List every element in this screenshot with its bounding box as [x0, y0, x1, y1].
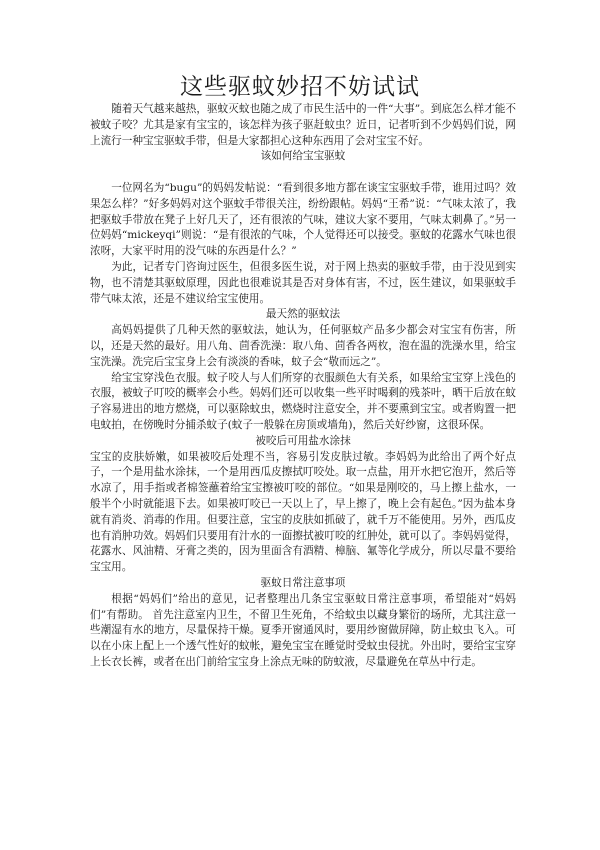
article-title: 这些驱蚊妙招不妨试试 — [180, 74, 420, 100]
intro-paragraph: 随着天气越来越热，驱蚊灭蚊也随之成了市民生活中的一件“大事”。到底怎么样才能不被蚊子咬？尤其是家有宝宝的，该怎样为孩子驱赶蚊虫？近日，记者听到不少妈妈们说，网上流行一种宝宝驱蚊手带，但是大家都担心这种东西用了会对宝宝不好。 — [90, 103, 516, 147]
section-heading-daily-tips: 驱蚊日常注意事项 — [260, 576, 346, 589]
section-4-paragraph-1: 根据“妈妈们”给出的意见，记者整理出几条宝宝驱蚊日常注意事项，希望能对“妈妈们”有帮助。 首先注意室内卫生，不留卫生死角，不给蚊虫以藏身繁衍的场所，尤其注意一些潮湿有水的地方，尽量保持干燥。夏季开窗通风时，要用纱窗做屏障，防止蚊虫飞入。可以在小床上配上一个透气性好的蚊帐，避免宝宝在睡觉时受蚊虫侵扰。外出时，要给宝宝穿上长衣长裤，或者在出门前给宝宝身上涂点无味的防蚊液，尽量避免在草丛中行走。 — [90, 592, 516, 668]
section-2-paragraph-2: 给宝宝穿浅色衣服。蚊子咬人与人们所穿的衣服颜色大有关系，如果给宝宝穿上浅色的衣服，被蚊子叮咬的概率会小些。妈妈们还可以收集一些平时喝剩的残茶叶，晒干后放在蚊子容易进出的地方燃烧，可以驱除蚊虫，燃烧时注意安全，并不要熏到宝宝。或者购置一把电蚊拍，在傍晚时分捕杀蚊子(蚊子一般躲在房顶或墙角)，然后关好纱窗，这很环保。 — [90, 371, 516, 431]
section-3-paragraph-1: 宝宝的皮肤娇嫩，如果被咬后处理不当，容易引发皮肤过敏。李妈妈为此给出了两个好点子，一个是用盐水涂抹，一个是用西瓜皮擦拭叮咬处。取一点盐，用开水把它泡开，然后等水凉了，用手指或者棉签蘸着给宝宝擦被叮咬的部位。“如果是刚咬的，马上擦上盐水，一般半个小时就能退下去。如果被叮咬已一天以上了，早上擦了，晚上会有起色。”因为盐本身就有消炎、消毒的作用。但要注意，宝宝的皮肤如抓破了，就千万不能使用。另外，西瓜皮也有消肿功效。妈妈们只要用有汁水的一面擦拭被叮咬的红肿处，就可以了。李妈妈觉得，花露水、风油精、牙膏之类的，因为里面含有酒精、樟脑、氟等化学成分，所以尽量不要给宝宝用。 — [90, 450, 516, 574]
section-heading-salt-water: 被咬后可用盐水涂抹 — [255, 434, 351, 447]
article-body — [90, 102, 516, 671]
section-1-paragraph-1: 一位网名为“bugu”的妈妈发帖说：“看到很多地方都在谈宝宝驱蚊手带，谁用过吗？效果怎么样？”好多妈妈对这个驱蚊手带很关注，纷纷跟帖。妈妈“王希”说：“气味太浓了，我把驱蚊手带放在凳子上好几天了，还有很浓的气味，建议大家不要用，气味太刺鼻了。”另一位妈妈“mickeyqi”则说：“是有很浓的气味，个人觉得还可以接受。驱蚊的花露水气味也很浓呀，大家平时用的没气味的东西是什么？” — [90, 181, 516, 258]
section-heading-how-to-repel: 该如何给宝宝驱蚊 — [260, 150, 346, 163]
section-1-paragraph-2: 为此，记者专门咨询过医生，但很多医生说，对于网上热卖的驱蚊手带，由于没见到实物，也不清楚其驱蚊原理，因此也很难说其是否对身体有害，不过，医生建议，如果驱蚊手带气味太浓，还是不建议给宝宝使用。 — [90, 260, 516, 305]
spacer — [90, 165, 516, 181]
section-heading-natural-methods: 最天然的驱蚊法 — [265, 308, 341, 321]
section-2-paragraph-1: 高妈妈提供了几种天然的驱蚊法，她认为，任何驱蚊产品多少都会对宝宝有伤害，所以，还是天然的最好。用八角、茴香洗澡：取八角、茴香各两枚，泡在温的洗澡水里，给宝宝洗澡。洗完后宝宝身上会有淡淡的香味，蚊子会“敬而远之”。 — [90, 324, 516, 368]
